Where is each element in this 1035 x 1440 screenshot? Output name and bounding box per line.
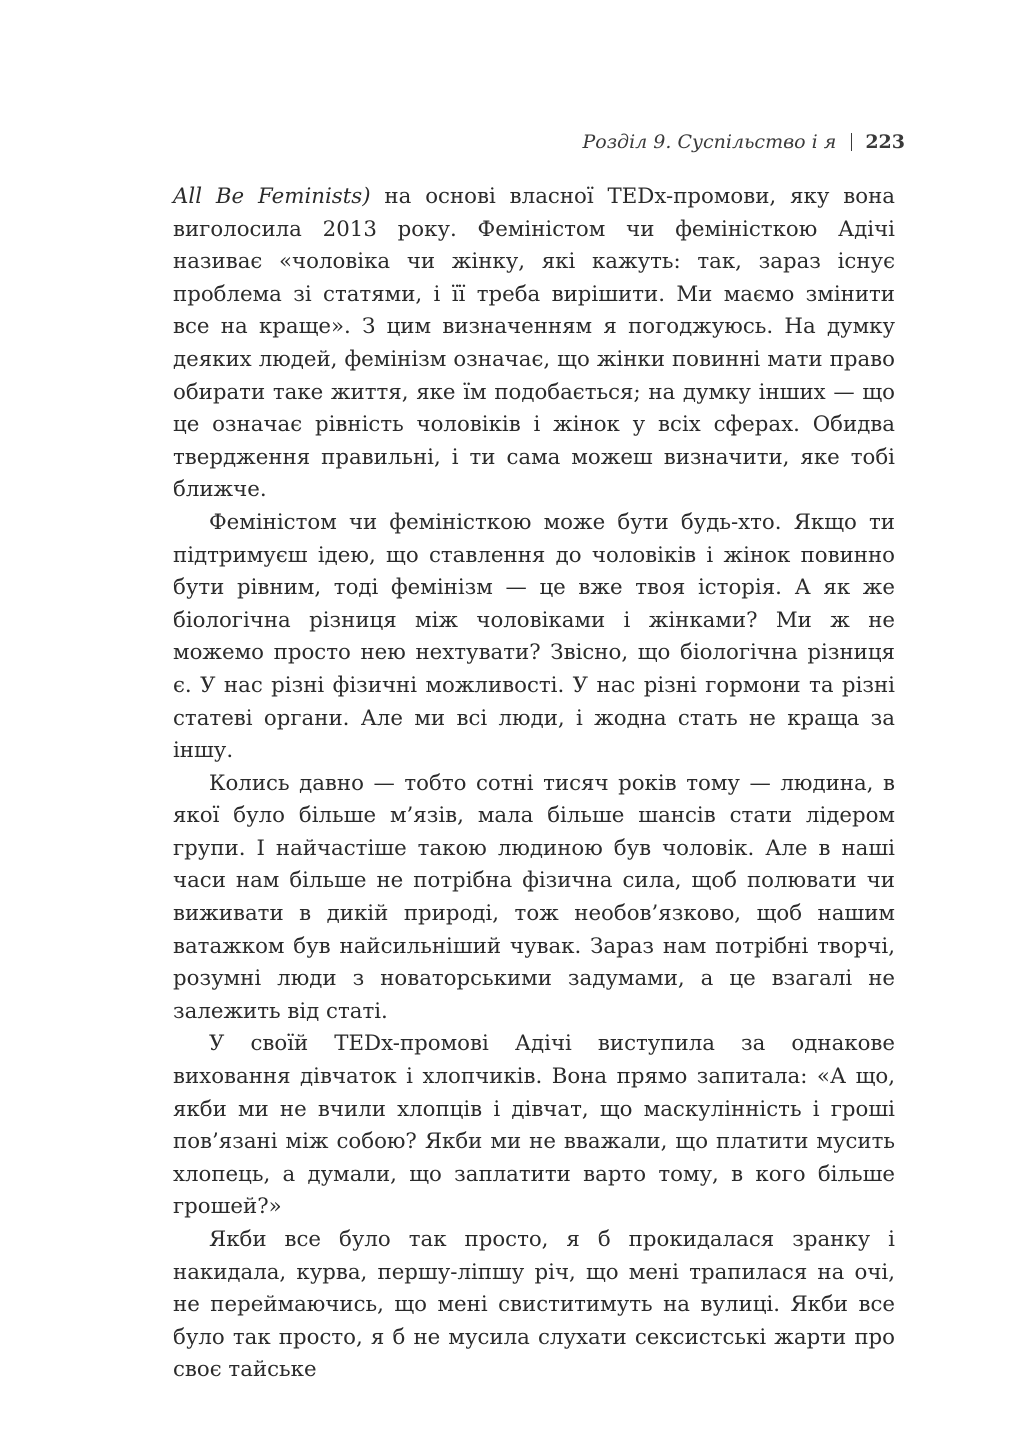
body-text [173,181,895,1387]
paragraph-4: У своїй TEDx-промові Адічі виступила за однакове виховання дівчаток і хлопчиків. Вона прямо запитала: «А що, якби ми не вчили хлопців і дівчат, що маскулінність і гроші пов’язані між собою? Якби ми не вважали, що платити мусить хлопець, а думали, що заплатити варто тому, в кого більше грошей?» [173,1031,895,1220]
header-separator [851,133,852,151]
paragraph-3: Колись давно — тобто сотні тисяч років тому — людина, в якої було більше м’язів, мала більше шансів стати лідером групи. І найчастіше такою людиною був чоловік. Але в наші часи нам більше не потрібна фізична сила, щоб полювати чи виживати в дикій природі, тож необов’язково, щоб нашим ватажком був найсильніший чувак. Зараз нам потрібні творчі, розумні люди з новаторськими задумами, а це взагалі не залежить від статі. [173,770,895,1024]
paragraph-1 [173,181,895,507]
chapter-title: Розділ 9. Суспільство і я [582,131,837,153]
page-number: 223 [865,131,905,153]
paragraph-5: Якби все було так просто, я б прокидалася зранку і накидала, курва, першу-ліпшу річ, що мені трапилася на очі, не переймаючись, що мені свиститимуть на вулиці. Якби все було так просто, я б не мусила слухати сексистські жарти про своє тайське [173,1227,895,1383]
paragraph-2: Феміністом чи феміністкою може бути будь-хто. Якщо ти підтримуєш ідею, що ставлення до чоловіків і жінок повинно бути рівним, тоді фемінізм — це вже твоя історія. А як же біологічна різниця між чоловіками і жінками? Ми ж не можемо просто нею нехтувати? Звісно, що біологічна різниця є. У нас різні фізичні можливості. У нас різні гормони та різні статеві органи. Але ми всі люди, і жодна стать не краща за іншу. [173,509,895,764]
paragraph-1-text: на основі власної TEDx-промови, яку вона виголосила 2013 року. Феміністом чи феміністкою Адічі називає «чоловіка чи жінку, які кажуть: так, зараз існує проблема зі статями, і її треба вирішити. Ми маємо змінити все на краще». З цим визначенням я погоджуюсь. На думку деяких людей, фемінізм означає, що жінки повинні мати право обирати таке життя, яке їм подобається; на думку інших — що це означає рівність чоловіків і жінок у всіх сферах. Обидва твердження правильні, і ти сама можеш визначити, яке тобі ближче. [173,184,895,503]
book-title-fragment: All Be Feminists) [173,184,371,209]
running-header [582,131,905,153]
